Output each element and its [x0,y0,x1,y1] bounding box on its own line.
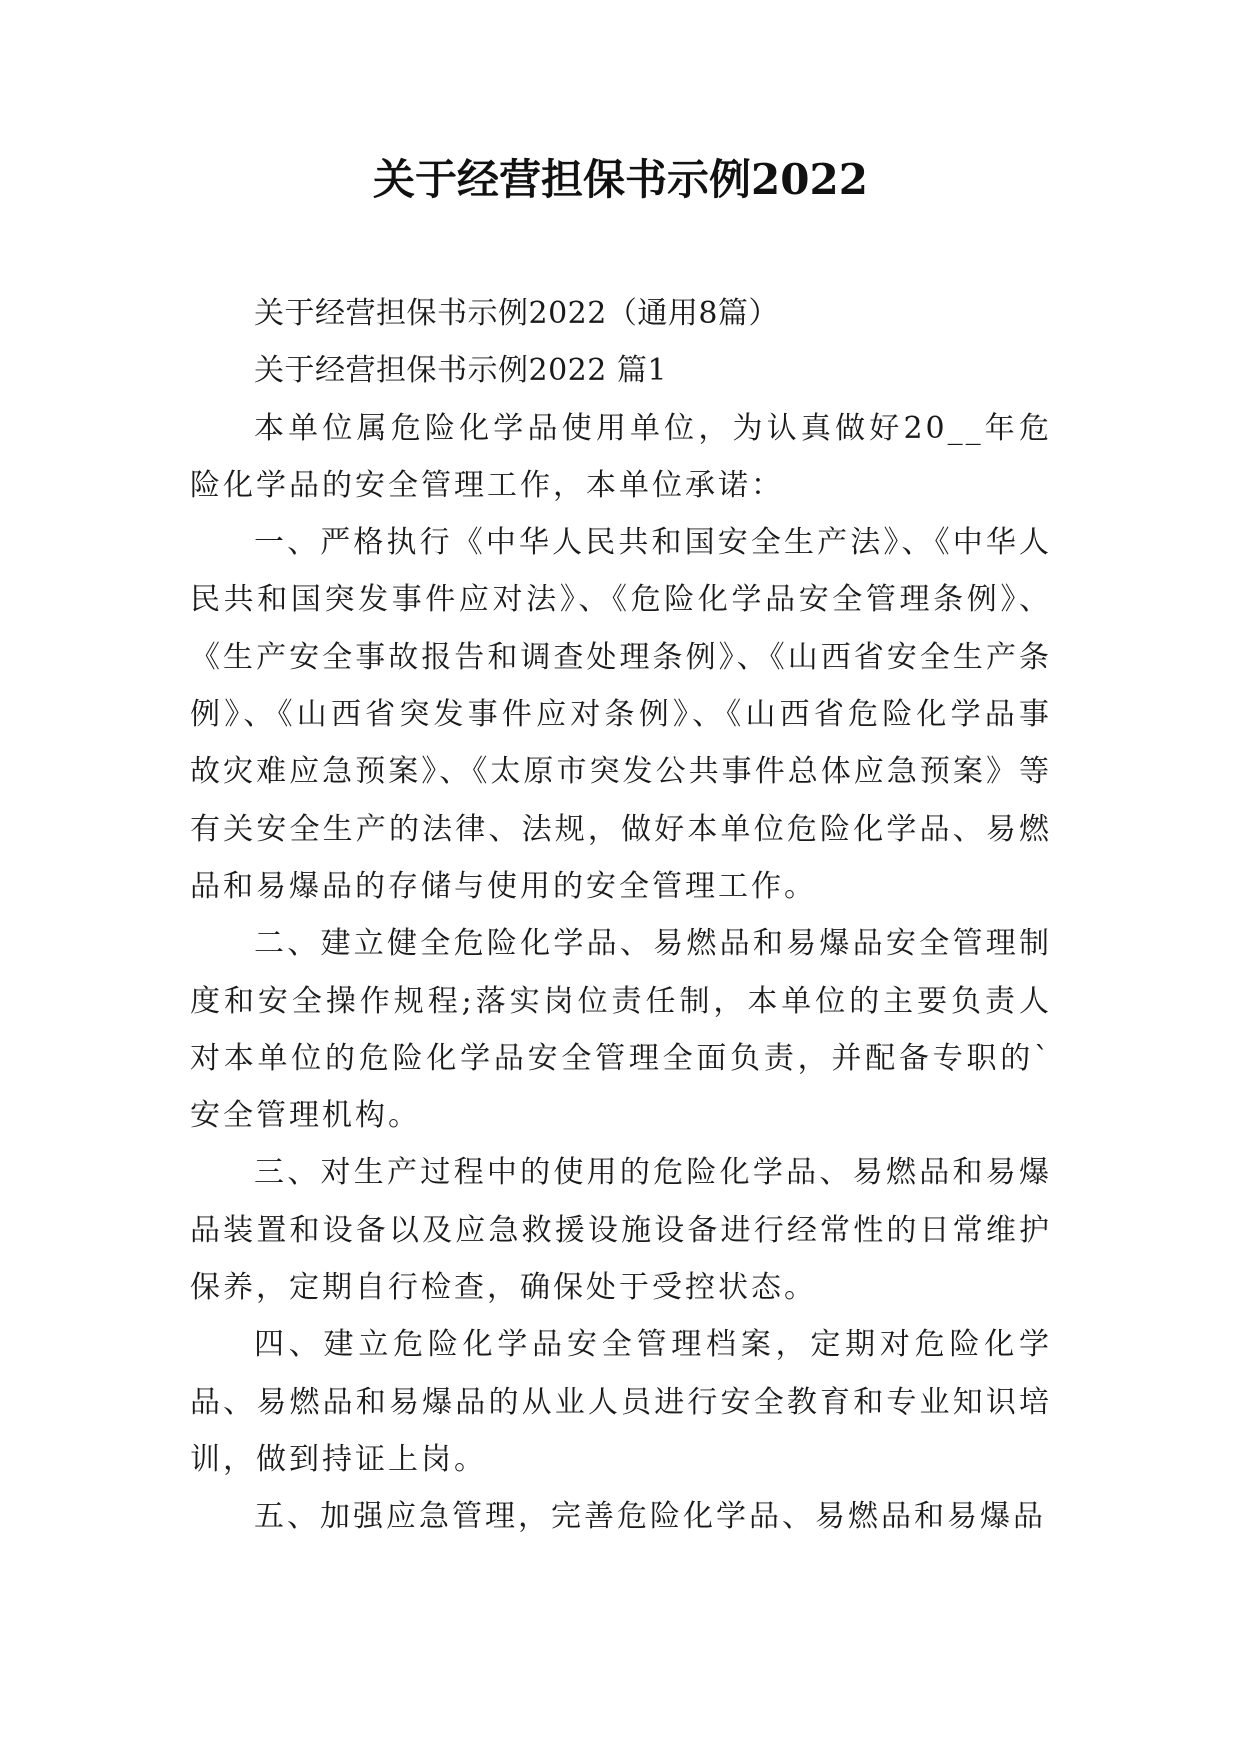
paragraph-subtitle: 关于经营担保书示例2022（通用8篇） [254,296,779,331]
document-title: 关于经营担保书示例2022 [373,155,868,204]
paragraph-item-1: 一、严格执行《中华人民共和国安全生产法》、《中华人民共和国突发事件应对法》、《危险化学品安全管理条例》、《生产安全事故报告和调查处理条例》、《山西省安全生产条例》、《山西省突发事件应对条例》、《山西省危险化学品事故灾难应急预案》、《太原市突发公共事件总体应急预案》等有关安全生产的法律、法规，做好本单位危险化学品、易燃品和易爆品的存储与使用的安全管理工作。 [190,525,1052,904]
paragraph-item-5: 五、加强应急管理，完善危险化学品、易燃品和易爆品 [254,1499,1046,1535]
paragraph-item-3: 三、对生产过程中的使用的危险化学品、易燃品和易爆品装置和设备以及应急救援设施设备进行经常性的日常维护保养，定期自行检查，确保处于受控状态。 [190,1155,1052,1306]
paragraph-item-2: 二、建立健全危险化学品、易燃品和易爆品安全管理制度和安全操作规程;落实岗位责任制，本单位的主要负责人对本单位的危险化学品安全管理全面负责，并配备专职的`安全管理机构。 [190,926,1052,1134]
paragraph-item-4: 四、建立危险化学品安全管理档案，定期对危险化学品、易燃品和易爆品的从业人员进行安全教育和专业知识培训，做到持证上岗。 [190,1327,1052,1477]
paragraph-section-heading: 关于经营担保书示例2022 篇1 [254,353,667,389]
paragraph-intro: 本单位属危险化学品使用单位，为认真做好20__年危险化学品的安全管理工作，本单位承诺： [190,410,1052,503]
document-body [190,285,1052,1546]
